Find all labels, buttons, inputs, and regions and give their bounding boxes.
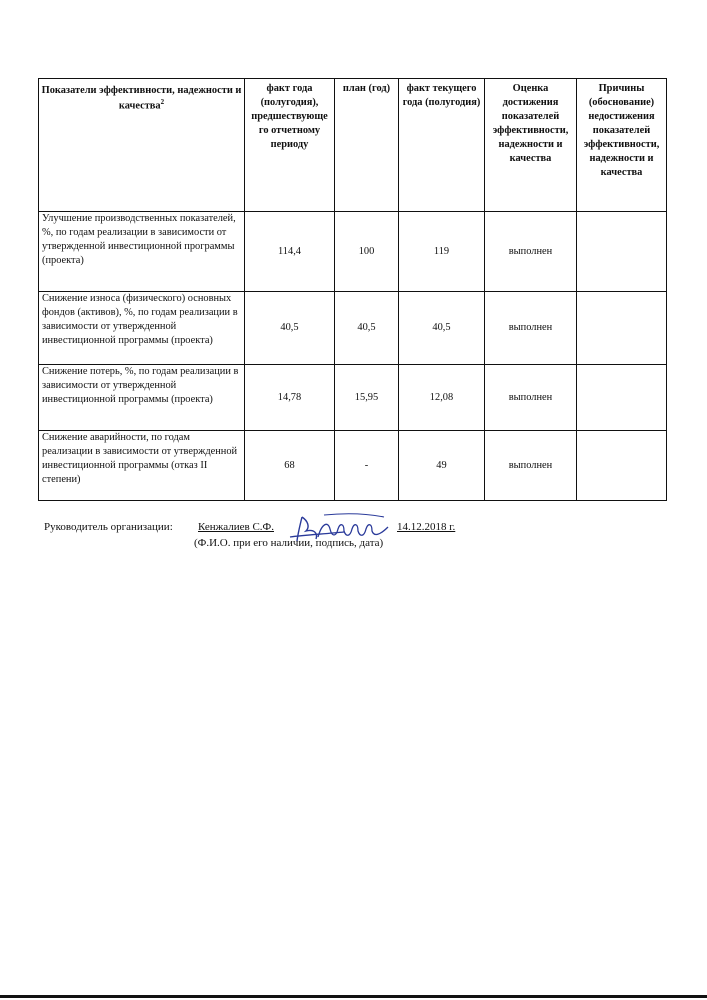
row-prev-fact: 14,78 — [245, 365, 335, 431]
table-row — [39, 212, 667, 292]
row-assessment: выполнен — [485, 365, 577, 431]
header-prev-fact: факт года (полугодия), предшествующе го отчетному периоду — [245, 79, 335, 212]
header-current-fact: факт текущего года (полугодия) — [399, 79, 485, 212]
row-plan: 15,95 — [335, 365, 399, 431]
signature-label: Руководитель организации: — [44, 521, 173, 533]
header-assessment: Оценка достижения показателей эффективности, надежности и качества — [485, 79, 577, 212]
row-prev-fact: 114,4 — [245, 212, 335, 292]
row-current-fact: 49 — [399, 431, 485, 501]
row-current-fact: 40,5 — [399, 292, 485, 365]
row-assessment: выполнен — [485, 212, 577, 292]
table-row — [39, 292, 667, 365]
table-row — [39, 365, 667, 431]
row-prev-fact: 40,5 — [245, 292, 335, 365]
table-row — [39, 431, 667, 501]
signature-block — [44, 519, 684, 559]
header-plan: план (год) — [335, 79, 399, 212]
page-bottom-border — [0, 995, 707, 998]
signatory-name: Кенжалиев С.Ф. — [198, 521, 274, 533]
row-reasons — [577, 212, 667, 292]
header-reasons: Причины (обоснование) недостижения показателей эффективности, надежности и качества — [577, 79, 667, 212]
row-prev-fact: 68 — [245, 431, 335, 501]
row-plan: - — [335, 431, 399, 501]
row-assessment: выполнен — [485, 431, 577, 501]
header-indicator: Показатели эффективности, надежности и качества$^2$ — [39, 79, 245, 212]
handwritten-signature-icon — [284, 507, 394, 549]
row-current-fact: 12,08 — [399, 365, 485, 431]
row-indicator: Снижение износа (физического) основных фондов (активов), %, по годам реализации в зависимости от утвержденной инвестиционной программы (проекта) — [39, 292, 245, 365]
signature-note: (Ф.И.О. при его наличии, подпись, дата) — [194, 537, 384, 549]
row-reasons — [577, 292, 667, 365]
performance-table — [38, 78, 667, 501]
row-reasons — [577, 365, 667, 431]
row-assessment: выполнен — [485, 292, 577, 365]
header-row — [39, 79, 667, 212]
row-reasons — [577, 431, 667, 501]
row-current-fact: 119 — [399, 212, 485, 292]
row-indicator: Снижение аварийности, по годам реализации в зависимости от утвержденной инвестиционной программы (отказ II степени) — [39, 431, 245, 501]
row-indicator: Улучшение производственных показателей, %, по годам реализации в зависимости от утвержденной инвестиционной программы (проекта) — [39, 212, 245, 292]
row-indicator: Снижение потерь, %, по годам реализации в зависимости от утвержденной инвестиционной программы (проекта) — [39, 365, 245, 431]
row-plan: 100 — [335, 212, 399, 292]
signature-date: 14.12.2018 г. — [397, 521, 456, 533]
row-plan: 40,5 — [335, 292, 399, 365]
